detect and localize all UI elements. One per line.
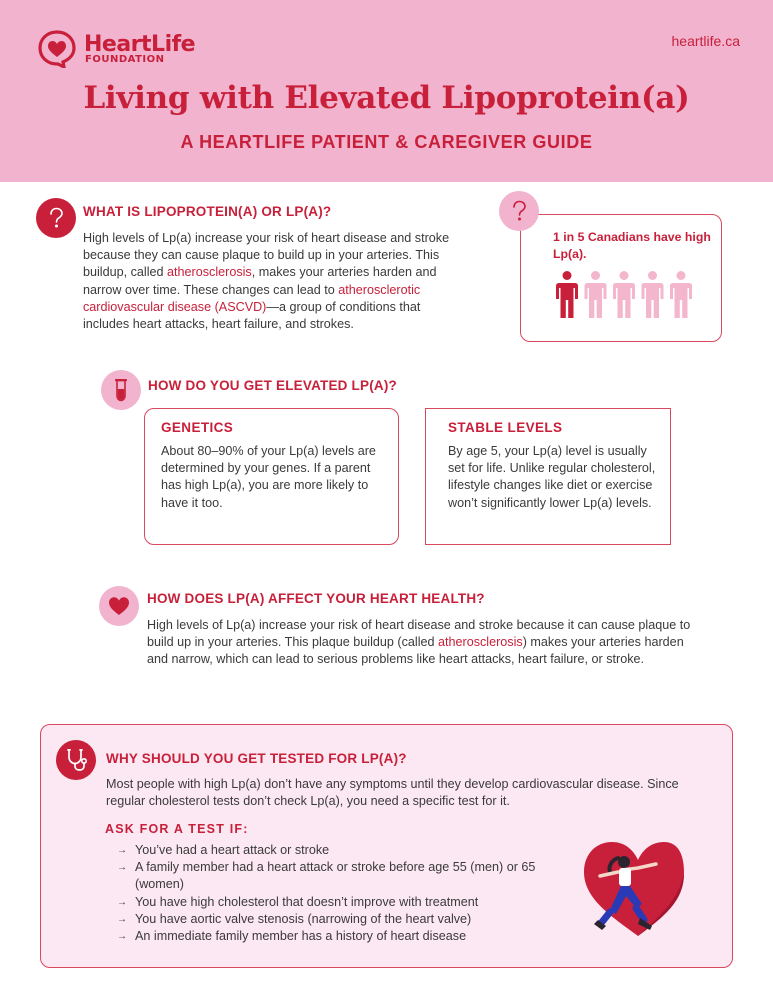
people-pictogram <box>555 271 699 321</box>
person-icon <box>642 271 664 318</box>
page-title: Living with Elevated Lipoprotein(a) <box>83 80 690 116</box>
test-criteria-text: You have high cholesterol that doesn’t improve with treatment <box>135 894 479 909</box>
header-banner <box>0 0 773 182</box>
logo-subtitle: FOUNDATION <box>85 54 165 65</box>
test-tube-icon <box>101 370 141 410</box>
term-atherosclerosis: atherosclerosis <box>167 265 252 280</box>
person-icon <box>585 271 607 318</box>
heart-hug-illustration <box>578 818 688 946</box>
card-text: By age 5, your Lp(a) level is usually set for life. Unlike regular cholesterol, lifestyle changes like diet or exercise won’t significantly lower Lp(a) levels. <box>448 444 656 510</box>
section-heading-what-is: WHAT IS LIPOPROTEIN(A) OR LP(A)? <box>83 204 332 219</box>
stethoscope-icon <box>56 740 96 780</box>
heart-chat-logo-icon <box>38 30 76 68</box>
stat-card <box>520 214 722 342</box>
test-criteria-item <box>117 842 557 859</box>
stat-text: 1 in 5 Canadians have high Lp(a). <box>553 230 711 261</box>
what-is-text-2: , makes your arteries harden and narrow over time. These changes can lead to <box>83 265 437 297</box>
heartlife-logo[interactable] <box>38 30 198 70</box>
logo-name: HeartLife <box>84 32 196 57</box>
heart-icon <box>99 586 139 626</box>
test-criteria-text: You’ve had a heart attack or stroke <box>135 843 330 857</box>
affect-text-2: ) makes your arteries harden and narrow, which can lead to serious problems like heart attacks, heart failure, or stroke. <box>147 635 684 667</box>
what-is-paragraph <box>83 230 453 333</box>
section-heading-how-get: HOW DO YOU GET ELEVATED LP(A)? <box>148 378 397 393</box>
test-criteria-text: A family member had a heart attack or stroke before age 55 (men) or 65 (women) <box>135 860 536 892</box>
genetics-card <box>144 408 399 545</box>
test-criteria-item <box>117 894 557 911</box>
test-criteria-list <box>117 842 557 945</box>
what-is-text-3: —a group of conditions that includes heart attacks, heart failure, and strokes. <box>83 299 421 332</box>
affect-paragraph <box>147 617 692 669</box>
test-criteria-item <box>117 859 557 893</box>
arrow-icon: → <box>117 845 127 856</box>
person-icon <box>670 271 692 318</box>
test-criteria-text: An immediate family member has a history of heart disease <box>135 929 467 944</box>
stable-levels-card <box>425 408 671 545</box>
card-text: About 80–90% of your Lp(a) levels are determined by your genes. If a parent has high Lp(a), you are more likely to have it too. <box>161 444 376 510</box>
site-link[interactable]: heartlife.ca <box>671 33 740 49</box>
person-icon <box>556 271 578 318</box>
person-icon <box>613 271 635 318</box>
term-atherosclerosis: atherosclerosis <box>438 635 523 650</box>
affect-text-1: High levels of Lp(a) increase your risk of heart disease and stroke because it can cause plaque to build up in your arteries. This plaque buildup (called <box>147 618 691 650</box>
section-heading-affect: HOW DOES LP(A) AFFECT YOUR HEART HEALTH? <box>147 591 485 606</box>
test-criteria-item <box>117 928 557 945</box>
section-heading-tested: WHY SHOULD YOU GET TESTED FOR LP(A)? <box>106 751 407 766</box>
card-title: STABLE LEVELS <box>448 420 563 435</box>
arrow-icon: → <box>117 896 127 908</box>
what-is-text-1: High levels of Lp(a) increase your risk of heart disease and stroke because they can cause plaque to build up in your arteries. This buildup, called <box>83 231 450 280</box>
term-ascvd: atherosclerotic cardiovascular disease (ASCVD) <box>83 282 421 314</box>
card-title: GENETICS <box>161 420 234 435</box>
arrow-icon: → <box>117 862 127 874</box>
test-criteria-text: You have aortic valve stenosis (narrowing of the heart valve) <box>135 911 472 926</box>
test-criteria-item <box>117 911 557 928</box>
question-icon <box>499 191 539 231</box>
ask-for-test-heading: ASK FOR A TEST IF: <box>105 822 249 836</box>
question-icon <box>36 198 76 238</box>
page-subtitle: A HEARTLIFE PATIENT & CAREGIVER GUIDE <box>180 132 593 152</box>
tested-paragraph: Most people with high Lp(a) don’t have any symptoms until they develop cardiovascular disease. Since regular cholesterol tests don’t check Lp(a), you need a specific test for it. <box>106 777 679 809</box>
arrow-icon: → <box>117 931 127 943</box>
arrow-icon: → <box>117 913 127 925</box>
